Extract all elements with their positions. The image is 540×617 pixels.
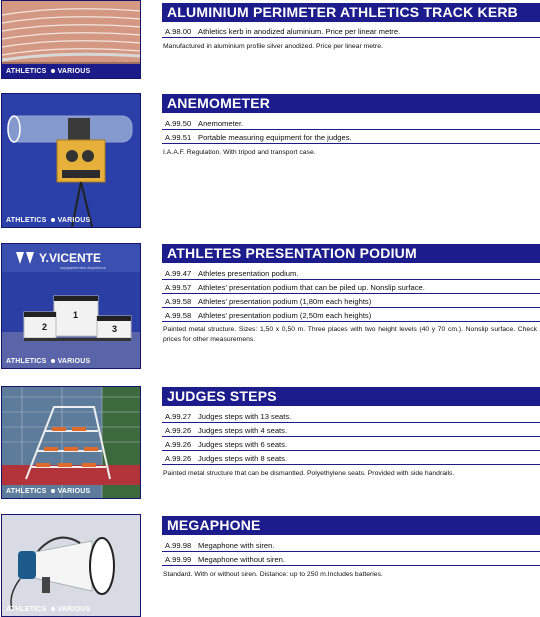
product-title: ATHLETES PRESENTATION PODIUM — [162, 244, 540, 263]
product-title: ANEMOMETER — [162, 94, 540, 113]
item-row — [162, 117, 540, 130]
item-code: A.99.51 — [165, 133, 192, 142]
item-description: Portable measuring equipment for the judges. — [198, 133, 352, 142]
item-code: A.99.57 — [165, 283, 192, 292]
podium-photo — [2, 244, 140, 368]
megaphone-photo — [2, 515, 140, 616]
item-row — [162, 553, 540, 566]
item-description: Judges steps with 8 seats. — [198, 454, 288, 463]
item-row — [162, 424, 540, 437]
item-row — [162, 438, 540, 451]
product-note: Standard. With or without siren. Distance: up to 250 m.Includes batteries. — [163, 571, 383, 578]
item-row — [162, 25, 540, 38]
item-row — [162, 452, 540, 465]
podium-place-1: 1 — [73, 310, 79, 320]
item-description: Megaphone with siren. — [198, 541, 275, 550]
thumbnail-caption: ATHLETICS VARIOUS — [6, 488, 91, 495]
product-title: JUDGES STEPS — [162, 387, 540, 406]
item-code: A.99.47 — [165, 269, 192, 278]
anemometer-photo — [2, 94, 140, 227]
item-row — [162, 295, 540, 308]
product-thumbnail[interactable] — [1, 243, 141, 369]
item-description: Athletes' presentation podium (1,80m each heights) — [198, 297, 372, 306]
thumbnail-caption: ATHLETICS VARIOUS — [6, 606, 91, 613]
item-code: A.98.00 — [165, 27, 192, 36]
podium-place-3: 3 — [112, 324, 118, 334]
item-row — [162, 267, 540, 280]
product-note: I.A.A.F. Regulation. With tripod and transport case. — [163, 149, 316, 156]
product-note: Manufactured in aluminium profile silver anodized. Price per linear metre. — [163, 43, 383, 50]
item-description: Judges steps with 4 seats. — [198, 426, 288, 435]
podium-brand-subtext: equipamientos deportivos — [60, 265, 106, 270]
item-row — [162, 539, 540, 552]
item-description: Athletes presentation podium. — [198, 269, 299, 278]
product-note: Painted metal structure that can be dismantled. Polyethylene seats. Provided with side handrails. — [163, 470, 455, 477]
item-row — [162, 131, 540, 144]
item-code: A.99.26 — [165, 426, 192, 435]
item-code: A.99.27 — [165, 412, 192, 421]
item-code: A.99.26 — [165, 440, 192, 449]
judges-steps-photo — [2, 387, 140, 498]
item-description: Athletes' presentation podium (2,50m each heights) — [198, 311, 372, 320]
item-code: A.99.99 — [165, 555, 192, 564]
product-thumbnail[interactable] — [1, 514, 141, 617]
item-code: A.99.58 — [165, 311, 192, 320]
product-thumbnail[interactable] — [1, 93, 141, 228]
item-row — [162, 281, 540, 294]
product-thumbnail[interactable] — [1, 386, 141, 499]
thumbnail-caption: ATHLETICS VARIOUS — [6, 68, 91, 75]
track-kerb-photo — [2, 1, 140, 78]
item-description: Athletes' presentation podium that can be piled up. Nonslip surface. — [198, 283, 425, 292]
item-description: Judges steps with 6 seats. — [198, 440, 288, 449]
item-code: A.99.98 — [165, 541, 192, 550]
item-code: A.99.50 — [165, 119, 192, 128]
item-description: Anemometer. — [198, 119, 244, 128]
podium-brand-text: Y.VICENTE — [39, 251, 102, 265]
product-title: MEGAPHONE — [162, 516, 540, 535]
product-title: ALUMINIUM PERIMETER ATHLETICS TRACK KERB — [162, 3, 540, 22]
item-description: Judges steps with 13 seats. — [198, 412, 292, 421]
item-description: Athletics kerb in anodized aluminium. Price per linear metre. — [198, 27, 401, 36]
podium-place-2: 2 — [42, 322, 48, 332]
product-note: Painted metal structure. Sizes: 1,50 x 0,50 m. Three places with two height levels (40 y 70 cm.). Nonslip surface. Check prices for other measuremens. — [163, 326, 537, 343]
thumbnail-caption: ATHLETICS VARIOUS — [6, 358, 91, 365]
thumbnail-caption: ATHLETICS VARIOUS — [6, 217, 91, 224]
item-code: A.99.58 — [165, 297, 192, 306]
item-row — [162, 410, 540, 423]
item-description: Megaphone without siren. — [198, 555, 285, 564]
item-row — [162, 309, 540, 322]
item-code: A.99.26 — [165, 454, 192, 463]
product-thumbnail[interactable] — [1, 0, 141, 79]
